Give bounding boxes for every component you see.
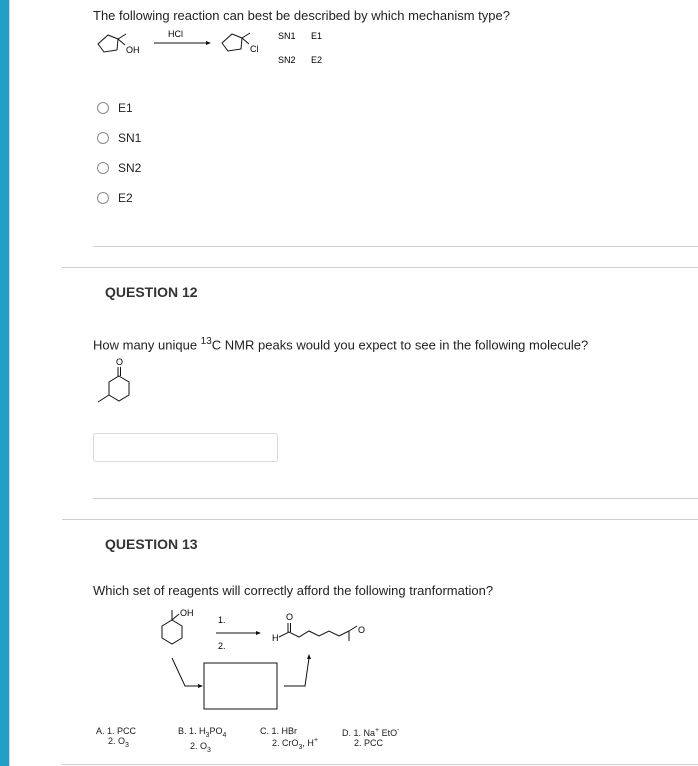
left-bar-divider <box>9 0 10 766</box>
radio-button[interactable] <box>97 192 109 204</box>
q11-product-cl-label: Cl <box>250 44 259 54</box>
page-bottom-divider <box>62 764 698 765</box>
left-accent-bar <box>0 0 9 766</box>
q11-reactant-methyl <box>118 34 126 39</box>
q11-product-ring <box>222 34 242 51</box>
choice-a-letter: A. <box>96 726 105 736</box>
q13-reactant-oh-label: OH <box>180 608 194 618</box>
choice-c-step2-tail: , H <box>302 738 314 748</box>
option-label: SN2 <box>118 161 142 175</box>
q13-product-chain <box>279 631 349 637</box>
q13-reactant-ring <box>162 620 182 644</box>
q11-legend-e2: E2 <box>311 55 323 65</box>
q13-intermediate-box <box>204 663 277 709</box>
q13-arrow-from-box <box>284 658 309 686</box>
choice-a-step2-sub: 3 <box>125 741 129 749</box>
q11-reactant-oh-bond <box>118 39 125 45</box>
choice-d-step1-sup2: - <box>397 727 400 734</box>
q11-option-e1[interactable] <box>97 101 133 115</box>
choice-b-step1-mid: PO <box>209 726 223 736</box>
q13-arrow-to-box <box>172 658 198 686</box>
question-separator <box>62 267 698 268</box>
q11-arrowhead <box>206 41 211 45</box>
q13-step2-label: 2. <box>218 641 226 651</box>
q13-prompt: Which set of reagents will correctly afford the following tranformation? <box>93 583 494 598</box>
q12-molecule <box>92 354 142 409</box>
choice-b-step1: 1. H <box>189 726 206 736</box>
option-label: E2 <box>118 191 133 205</box>
radio-button[interactable] <box>97 102 109 114</box>
choice-a-step2: 2. O <box>108 736 126 746</box>
choice-b-line2 <box>178 741 226 756</box>
radio-button[interactable] <box>97 162 109 174</box>
q11-product-cl-bond <box>242 38 249 44</box>
choice-c-step2: 2. CrO <box>272 738 299 748</box>
choice-c-line2 <box>260 736 318 753</box>
choice-b-step2-sub: 3 <box>207 746 211 754</box>
q12-prompt <box>93 336 588 352</box>
choice-a-line2 <box>96 736 136 751</box>
q11-legend-sn2: SN2 <box>278 55 296 65</box>
q12-prompt-end: C NMR peaks would you expect to see in the following molecule? <box>211 337 589 353</box>
q11-prompt: The following reaction can best be described by which mechanism type? <box>93 8 510 23</box>
choice-a-line1 <box>96 726 136 736</box>
q13-arrowhead <box>256 631 261 635</box>
choice-c-letter: C. <box>260 726 269 736</box>
choice-c-line1 <box>260 726 318 736</box>
q13-product-h-label: H <box>272 633 279 643</box>
choice-d-step1: 1. Na <box>353 728 376 738</box>
choice-c-step1: 1. HBr <box>271 726 298 736</box>
q11-reactant-oh-label: OH <box>126 45 140 55</box>
q11-reagent-label: HCl <box>168 29 183 39</box>
choice-c-step2-sub: 3 <box>298 743 303 751</box>
q11-option-e2[interactable] <box>97 191 133 205</box>
q13-step1-label: 1. <box>218 615 226 625</box>
q13-choice-a <box>96 726 136 751</box>
choice-d-step1-sup: + <box>375 727 380 734</box>
choice-b-step1-sub2: 4 <box>222 731 227 739</box>
q12-prompt-start: How many unique <box>93 337 201 353</box>
choice-a-step1: 1. PCC <box>107 726 137 736</box>
q13-product-aldehyde-o: O <box>286 612 294 622</box>
choice-d-line2 <box>342 738 399 748</box>
q13-arrow-to-box-head <box>198 684 203 688</box>
choice-b-step2: 2. O <box>190 740 208 751</box>
q11-product-methyl <box>242 33 250 38</box>
q11-option-sn2[interactable] <box>97 161 141 175</box>
radio-button[interactable] <box>97 132 109 144</box>
q13-title: QUESTION 13 <box>105 536 198 552</box>
q12-methyl-bond <box>98 395 109 402</box>
choice-b-line1 <box>178 726 226 741</box>
q12-answer-input[interactable] <box>93 433 278 462</box>
choice-d-letter: D. <box>342 728 351 738</box>
q13-product-ketone-o: O <box>358 625 366 635</box>
q13-choice-d <box>342 726 399 748</box>
q11-legend-sn1: SN1 <box>278 31 296 41</box>
choice-d-step2: 2. PCC <box>354 738 384 748</box>
q12-bottom-divider <box>93 498 698 499</box>
q11-bottom-divider <box>93 246 698 247</box>
q11-legend-e1: E1 <box>311 31 323 41</box>
choice-b-step1-sub: 3 <box>205 731 210 739</box>
q11-reactant-ring <box>98 35 118 52</box>
choice-b-letter: B. <box>178 726 187 736</box>
q12-carbonyl-o-label: O <box>116 357 124 367</box>
choice-c-step2-sup: + <box>313 737 319 744</box>
q11-reaction-scheme <box>90 26 340 71</box>
q12-cyclohexane-ring <box>109 376 129 401</box>
q13-arrow-from-box-head <box>307 654 311 659</box>
choice-d-line1 <box>342 726 399 738</box>
q13-choice-b <box>178 726 226 756</box>
option-label: SN1 <box>118 131 142 145</box>
q13-product-ketone-bond <box>349 626 357 631</box>
option-label: E1 <box>118 101 133 115</box>
q12-prompt-superscript: 13 <box>200 336 212 347</box>
choice-d-step1-tail: EtO <box>379 728 398 738</box>
q12-title: QUESTION 12 <box>105 284 198 300</box>
q13-reactant-oh-bond <box>172 614 179 620</box>
q13-choice-c <box>260 726 318 753</box>
q11-option-sn1[interactable] <box>97 131 141 145</box>
q13-transformation-scheme <box>150 602 390 714</box>
question-separator <box>62 519 698 520</box>
